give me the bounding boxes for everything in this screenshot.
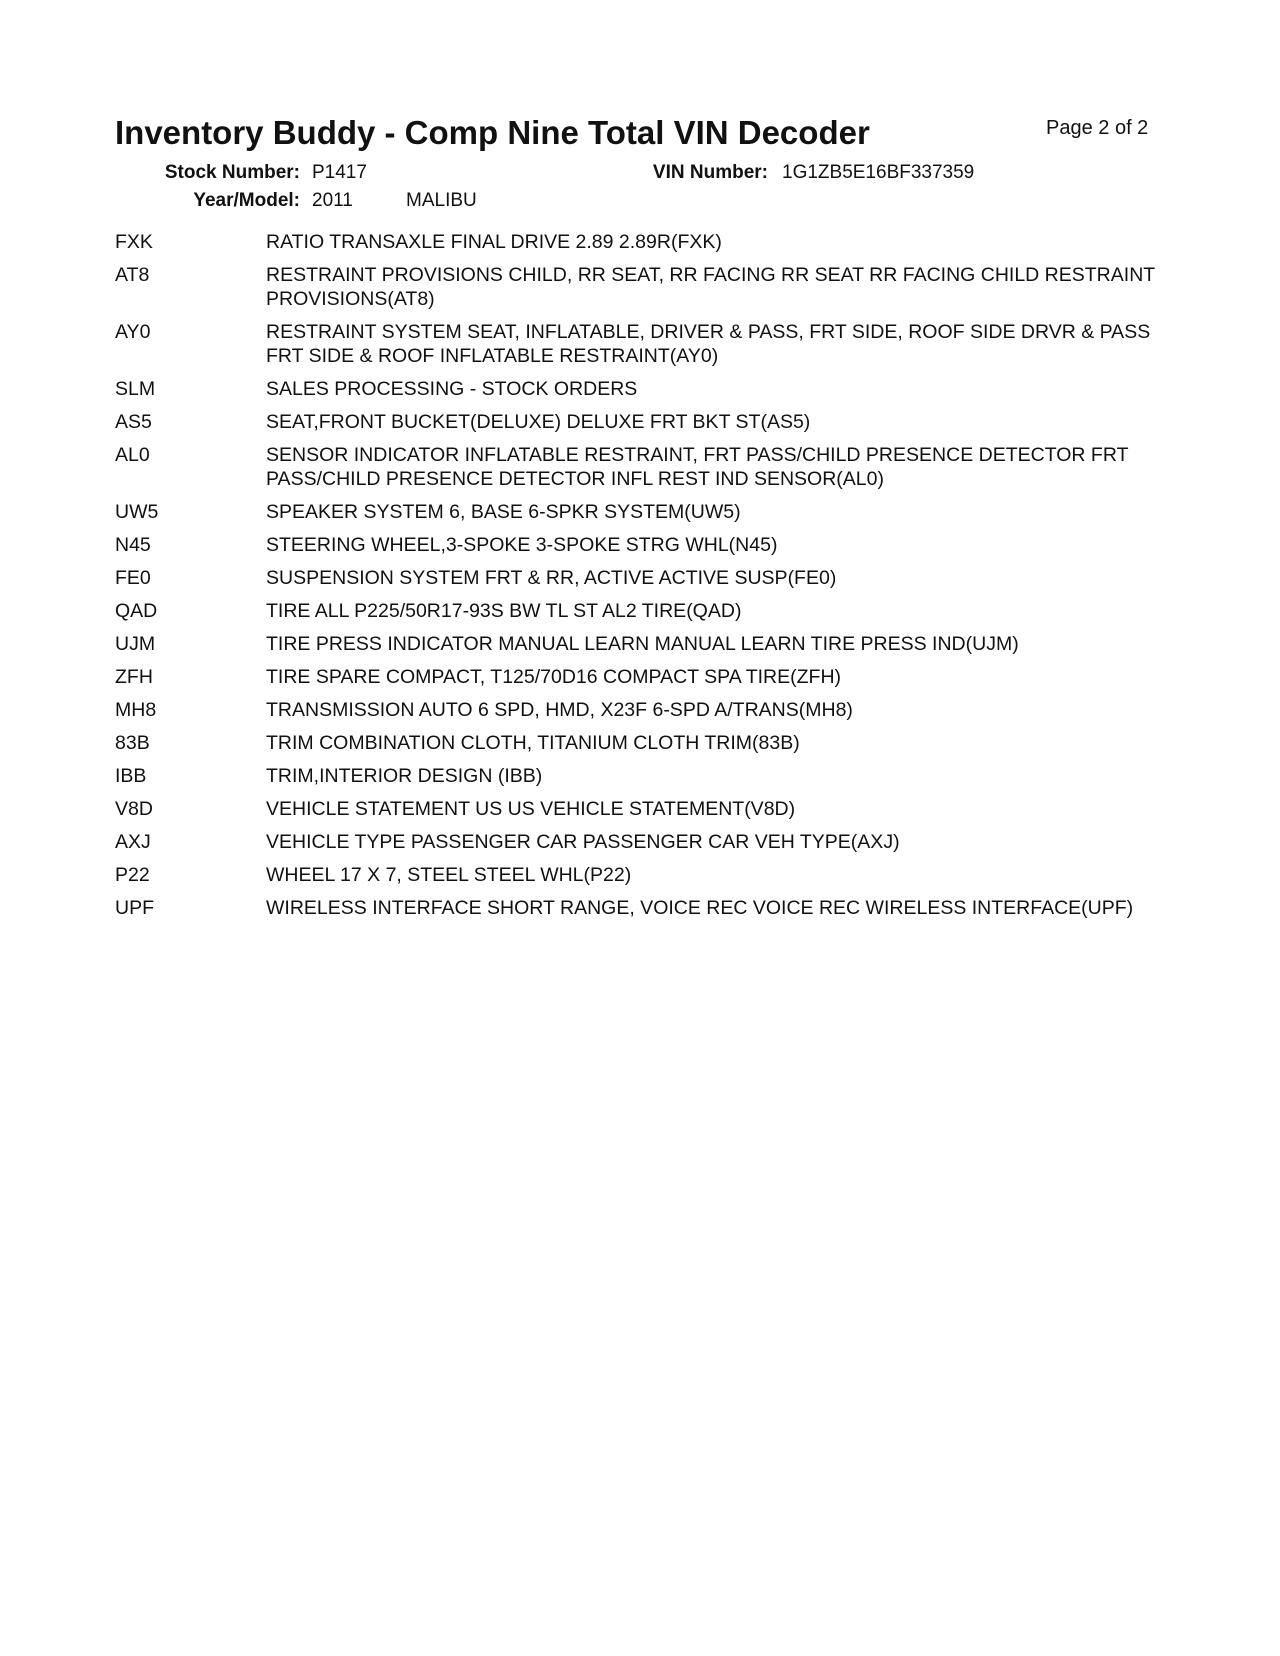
option-description: TIRE ALL P225/50R17-93S BW TL ST AL2 TIRE(QAD) (266, 600, 742, 622)
list-item (115, 500, 1175, 533)
list-item (115, 410, 1175, 443)
option-description: SENSOR INDICATOR INFLATABLE RESTRAINT, FRT PASS/CHILD PRESENCE DETECTOR FRT PASS/CHILD PRESENCE DETECTOR INFL REST IND SENSOR(AL0) (266, 444, 1129, 490)
option-code: SLM (115, 378, 156, 400)
list-item (115, 632, 1175, 665)
list-item (115, 230, 1175, 263)
list-item (115, 863, 1175, 896)
option-description: VEHICLE TYPE PASSENGER CAR PASSENGER CAR VEH TYPE(AXJ) (266, 831, 900, 853)
list-item (115, 320, 1175, 377)
options-list (115, 230, 1175, 929)
option-description: WIRELESS INTERFACE SHORT RANGE, VOICE REC VOICE REC WIRELESS INTERFACE(UPF) (266, 897, 1134, 919)
option-description: SPEAKER SYSTEM 6, BASE 6-SPKR SYSTEM(UW5) (266, 501, 741, 523)
option-code: UJM (115, 633, 156, 655)
stock-number-label: Stock Number: (164, 162, 300, 183)
option-description: WHEEL 17 X 7, STEEL STEEL WHL(P22) (266, 864, 632, 886)
option-description: STEERING WHEEL,3-SPOKE 3-SPOKE STRG WHL(N45) (266, 534, 778, 556)
page-number: Page 2 of 2 (1046, 117, 1149, 139)
option-description: TRIM COMBINATION CLOTH, TITANIUM CLOTH TRIM(83B) (266, 732, 800, 754)
option-code: N45 (115, 534, 151, 556)
option-code: AS5 (115, 411, 152, 433)
option-code: AY0 (115, 321, 151, 343)
option-code: IBB (115, 765, 147, 787)
option-code: AT8 (115, 264, 150, 286)
option-description: RESTRAINT PROVISIONS CHILD, RR SEAT, RR FACING RR SEAT RR FACING CHILD RESTRAINT PROVISIONS(AT8) (266, 264, 1155, 310)
list-item (115, 599, 1175, 632)
list-item (115, 896, 1175, 929)
list-item (115, 533, 1175, 566)
stock-number-value: P1417 (312, 162, 367, 183)
list-item (115, 797, 1175, 830)
list-item (115, 566, 1175, 599)
option-code: QAD (115, 600, 158, 622)
option-description: TIRE PRESS INDICATOR MANUAL LEARN MANUAL LEARN TIRE PRESS IND(UJM) (266, 633, 1019, 655)
option-description: TRIM,INTERIOR DESIGN (IBB) (266, 765, 543, 787)
option-code: FE0 (115, 567, 151, 589)
option-code: UPF (115, 897, 154, 919)
option-code: MH8 (115, 699, 157, 721)
option-code: FXK (115, 231, 153, 253)
list-item (115, 731, 1175, 764)
option-description: RATIO TRANSAXLE FINAL DRIVE 2.89 2.89R(FXK) (266, 231, 722, 253)
list-item (115, 263, 1175, 320)
option-code: ZFH (115, 666, 153, 688)
option-code: AXJ (115, 831, 151, 853)
list-item (115, 830, 1175, 863)
option-description: RESTRAINT SYSTEM SEAT, INFLATABLE, DRIVER & PASS, FRT SIDE, ROOF SIDE DRVR & PASS FRT SIDE & ROOF INFLATABLE RESTRAINT(AY0) (266, 321, 1151, 367)
list-item (115, 665, 1175, 698)
option-description: SUSPENSION SYSTEM FRT & RR, ACTIVE ACTIVE SUSP(FE0) (266, 567, 837, 589)
year-value: 2011 (312, 190, 353, 211)
option-code: P22 (115, 864, 150, 886)
list-item (115, 764, 1175, 797)
option-description: VEHICLE STATEMENT US US VEHICLE STATEMENT(V8D) (266, 798, 796, 820)
option-code: UW5 (115, 501, 159, 523)
option-code: V8D (115, 798, 153, 820)
option-description: SEAT,FRONT BUCKET(DELUXE) DELUXE FRT BKT ST(AS5) (266, 411, 811, 433)
list-item (115, 698, 1175, 731)
model-value: MALIBU (406, 190, 477, 211)
list-item (115, 377, 1175, 410)
page-title: Inventory Buddy - Comp Nine Total VIN Decoder (115, 114, 870, 151)
option-code: AL0 (115, 444, 150, 466)
option-description: TIRE SPARE COMPACT, T125/70D16 COMPACT SPA TIRE(ZFH) (266, 666, 842, 688)
year-model-label: Year/Model: (193, 190, 300, 211)
vin-number-label: VIN Number: (652, 162, 768, 183)
vin-number-value: 1G1ZB5E16BF337359 (782, 162, 975, 183)
option-description: TRANSMISSION AUTO 6 SPD, HMD, X23F 6-SPD A/TRANS(MH8) (266, 699, 853, 721)
list-item (115, 443, 1175, 500)
option-description: SALES PROCESSING - STOCK ORDERS (266, 378, 638, 400)
option-code: 83B (115, 732, 150, 754)
